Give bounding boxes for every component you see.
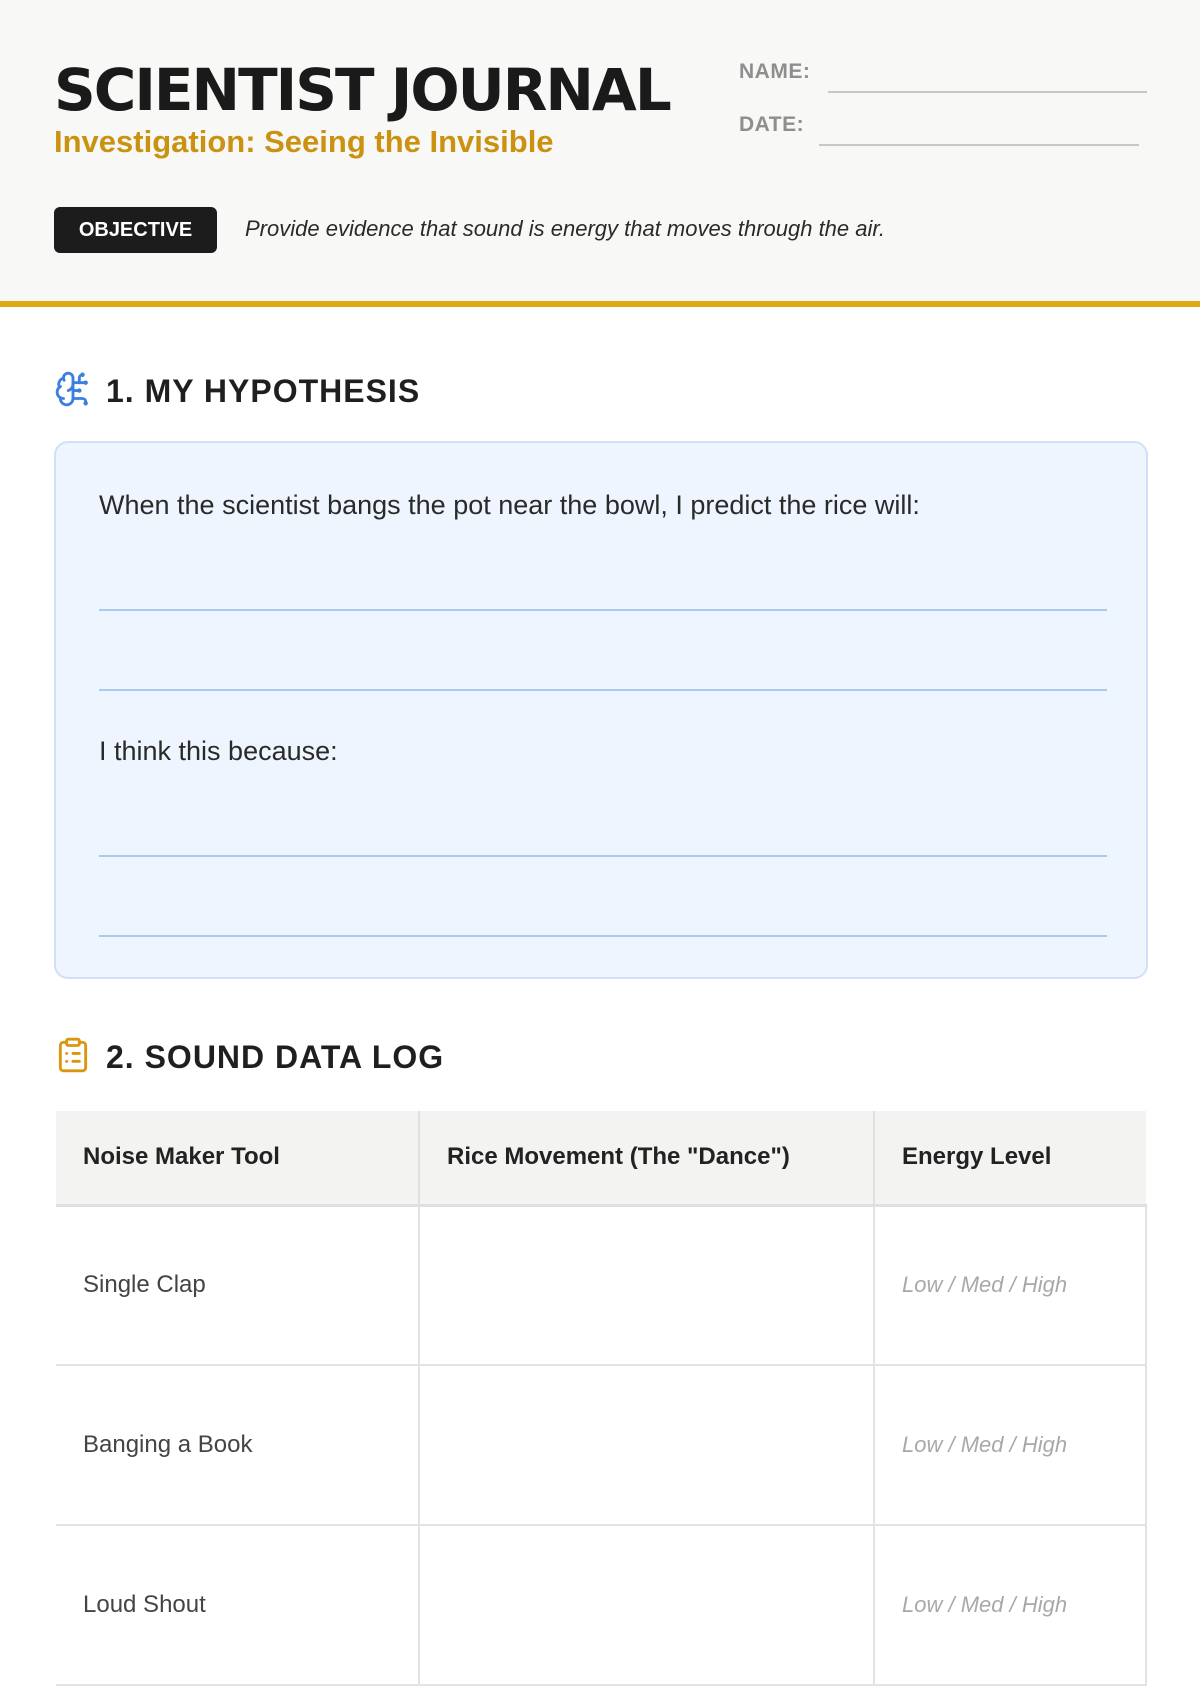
table-row [56, 1525, 1146, 1685]
hypothesis-box [54, 441, 1148, 979]
table-header-row [56, 1111, 1146, 1205]
predict-answer-line-1[interactable] [99, 609, 1107, 611]
predict-answer-line-2[interactable] [99, 689, 1107, 691]
tool-cell: Single Clap [56, 1205, 419, 1365]
name-field[interactable] [828, 91, 1147, 93]
movement-cell[interactable] [419, 1365, 874, 1525]
energy-cell[interactable]: Low / Med / High [874, 1525, 1146, 1685]
tool-cell: Banging a Book [56, 1365, 419, 1525]
name-label: NAME: [739, 60, 811, 83]
hypothesis-heading [54, 370, 420, 413]
column-header-movement: Rice Movement (The "Dance") [419, 1111, 874, 1205]
data-log-title: 2. SOUND DATA LOG [106, 1039, 445, 1075]
investigation-subtitle: Investigation: Seeing the Invisible [54, 124, 554, 159]
table-row [56, 1365, 1146, 1525]
because-answer-line-2[interactable] [99, 935, 1107, 937]
brain-icon [54, 370, 92, 413]
because-prompt: I think this because: [99, 736, 338, 766]
energy-cell[interactable]: Low / Med / High [874, 1205, 1146, 1365]
clipboard-icon [54, 1036, 92, 1079]
predict-prompt: When the scientist bangs the pot near the bowl, I predict the rice will: [99, 490, 920, 520]
page-title: SCIENTIST JOURNAL [54, 56, 670, 124]
objective-badge: OBJECTIVE [54, 207, 217, 253]
data-log-heading [54, 1036, 444, 1079]
tool-cell: Loud Shout [56, 1525, 419, 1685]
hypothesis-title: 1. MY HYPOTHESIS [106, 373, 421, 409]
sound-data-table [56, 1111, 1146, 1618]
movement-cell[interactable] [419, 1205, 874, 1365]
journal-header [0, 0, 1200, 307]
objective-text: Provide evidence that sound is energy that moves through the air. [245, 216, 886, 241]
because-answer-line-1[interactable] [99, 855, 1107, 857]
table-row [56, 1205, 1146, 1365]
energy-cell[interactable]: Low / Med / High [874, 1365, 1146, 1525]
movement-cell[interactable] [419, 1525, 874, 1685]
date-label: DATE: [739, 113, 805, 136]
date-field[interactable] [819, 144, 1139, 146]
column-header-tool: Noise Maker Tool [56, 1111, 419, 1205]
column-header-energy: Energy Level [874, 1111, 1146, 1205]
